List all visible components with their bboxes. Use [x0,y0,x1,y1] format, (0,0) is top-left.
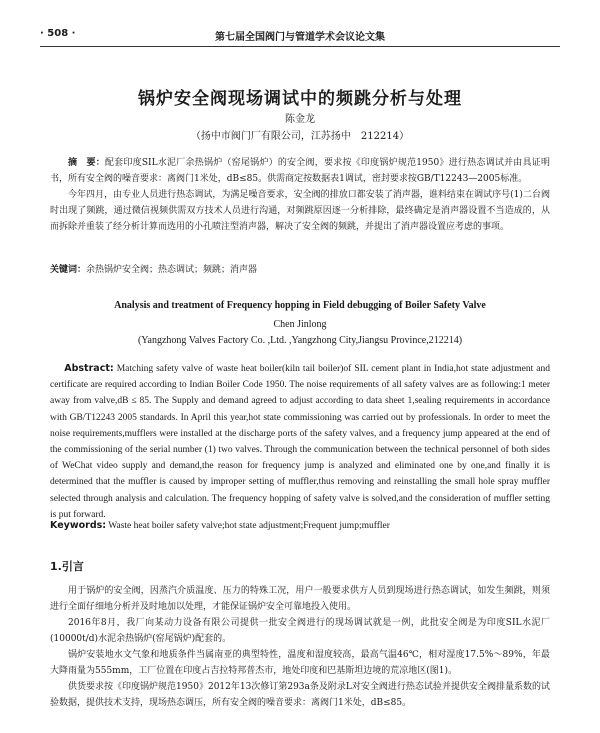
chinese-abstract-paragraph-1 [50,155,550,187]
english-abstract-text: Matching safety valve of waste heat boiler(kiln tail boiler)of SIL cement plant in India,hot state adjustment and certificate are required according to Indian Boiler Code 1950. The noise requirements of all safety valves are as following:1 meter away from valve,dB ≤ 85. The Supply and demand agreed to adjust according to data sheet 1,sealing requirements in accordance with GB/T12243 2005 standards. In April this year,hot state commissioning was carried out by professionals. In order to meet the noise requirements,mufflers were installed at the discharge ports of the safety valves, and a frequency jump appeared at the end of the commissioning of the serial number (1) two valves. Through the communication between the technical personnel of both sides of WeChat video supply and demand,the reason for frequency jump is analyzed and eliminated one by one,and finally it is determined that the muffler is caused by improper setting of muffler,thus removing and reinstalling the small hole spray muffler selected through analysis and calculation. The frequency hopping of safety valve is solved,and the consideration of muffler setting is put forward. [50,364,550,520]
chinese-title: 锅炉安全阀现场调试中的频跳分析与处理 [138,89,462,109]
introduction-paragraph-3: 锅炉安装地水文气象和地质条件当属南亚的典型特性，温度和湿度较高，最高气温46℃，相对湿度17.5%～89%，年最大降雨量为555mm，工厂位置在印度占吉拉特邦普杰市，地处印度和巴基斯坦边境的荒凉地区(图1)。 [50,650,550,676]
conference-name: 第七届全国阀门与管道学术会议论文集 [215,32,385,43]
chinese-author: 陈金龙 [285,114,315,125]
introduction-paragraph-2: 2016年8月，我厂向某动力设备有限公司提供一批安全阀进行的现场调试就是一例，此批安全阀是为印度SIL水泥厂(10000t/d)水泥余热锅炉(窑尾锅炉)配套的。 [50,618,550,644]
chinese-affiliation: （扬中市阀门厂有限公司，江苏扬中 212214） [190,131,410,142]
english-abstract-label: Abstract: [64,363,114,374]
chinese-keywords-text: 余热锅炉安全阀；热态调试；频跳；消声器 [86,265,258,275]
english-abstract [50,361,550,523]
english-title: Analysis and treatment of Frequency hopping in Field debugging of Boiler Safety Valve [114,300,486,311]
chinese-abstract [50,155,550,235]
introduction-paragraph-1: 用于锅炉的安全阀，因蒸汽介质温度、压力的特殊工况，用户一般要求供方人员到现场进行热态调试，如发生频跳，则须进行全面仔细地分析并及时地加以处理，才能保证锅炉安全可靠地投入使用。 [50,586,550,612]
running-header [40,28,560,47]
chinese-abstract-label: 摘 要： [68,158,105,168]
chinese-keywords-label: 关键词： [50,265,87,275]
english-affiliation: (Yangzhong Valves Factory Co. ,Ltd. ,Yangzhong City,Jiangsu Province,212214) [137,335,463,346]
section-heading-introduction: 1.引言 [50,560,84,573]
english-keywords-label: Keywords: [50,520,107,531]
introduction-body [50,583,550,711]
page-number: · 508 · [40,28,76,39]
english-keywords [50,520,550,531]
english-keywords-text: Waste heat boiler safety valve;hot state adjustment;Frequent jump;muffler [108,521,390,531]
chinese-abstract-paragraph-2: 今年四月，由专业人员进行热态调试，为满足噪音要求，安全阀的排放口都安装了消声器，谁料结束在调试序号(1)二台阀时出现了频跳，通过微信视频供需双方技术人员进行沟通，对频跳原因逐一分析排除，最终确定是消声器设置不当造成的，从而拆除并重装了经分析计算而选用的小孔喷注型消声器，解决了安全阀的频跳，并提出了消声器设置应考虑的事项。 [50,190,550,232]
chinese-abstract-text-1: 配套印度SIL水泥厂余热锅炉（窑尾锅炉）的安全阀，要求按《印度锅炉规范1950》进行热态调试并由具证明书，所有安全阀的噪音要求：离阀门1米处，dB≤85。供需商定按数据表1调试，密封要求按GB/T12243—2005标准。 [50,158,550,184]
chinese-keywords [50,262,550,275]
english-abstract-paragraph [50,361,550,523]
introduction-paragraph-4: 供货要求按《印度锅炉规范1950》2012年13次修订第293a条及附录L对安全阀进行热态试验并提供安全阀排量系数的试验数据，提供技术支持，现场热态调压，所有安全阀的噪音要求：离阀门1米处，dB≤85。 [50,682,550,708]
english-author: Chen Jinlong [273,319,327,330]
